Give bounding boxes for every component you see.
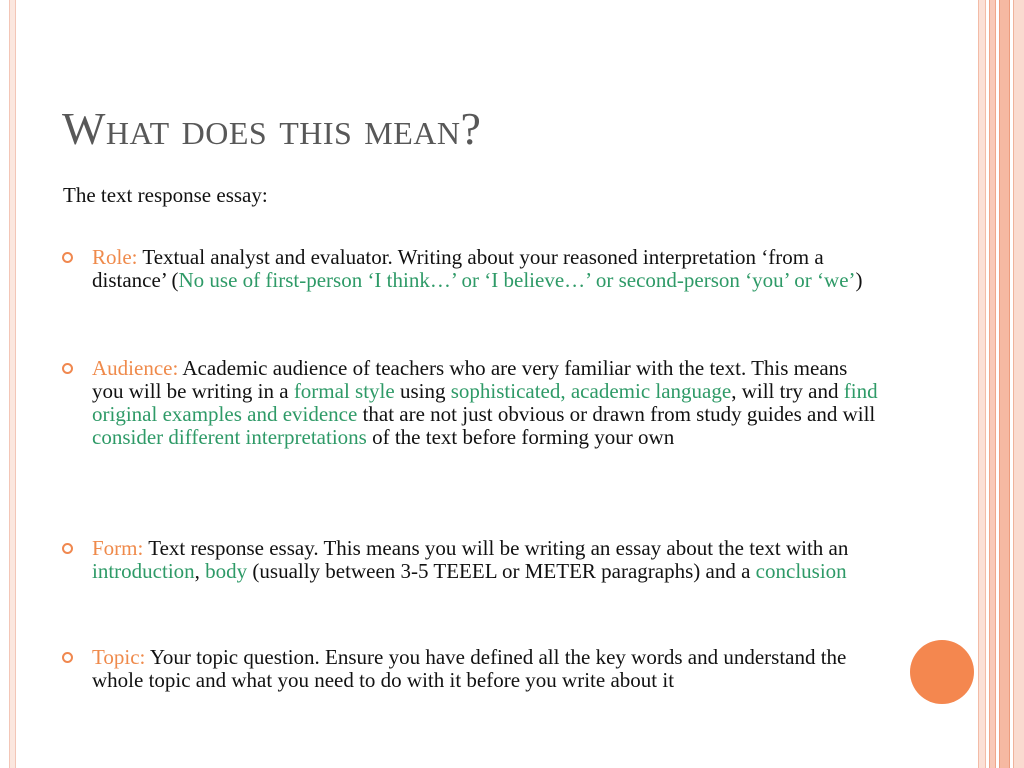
left-border-stripe <box>9 0 16 768</box>
slide-title: What does this mean? <box>62 103 482 154</box>
bullet-audience <box>62 357 882 449</box>
bullet-highlight: introduction <box>92 559 195 583</box>
bullet-marker-icon <box>62 543 73 554</box>
bullet-label: Form: <box>92 536 144 560</box>
bullet-highlight: No use of first-person ‘I think…’ or ‘I believe…’ or second-person ‘you’ or ‘we’ <box>178 268 856 292</box>
bullet-role <box>62 246 882 292</box>
right-border-stripe <box>989 0 996 768</box>
bullet-segment: of the text before forming your own <box>366 425 675 449</box>
bullet-segment: Text response essay. This means you will be writing an essay about the text with an <box>143 536 849 560</box>
bullet-segment: ) <box>855 268 863 292</box>
bullet-text <box>92 646 882 692</box>
bullet-label: Audience: <box>92 356 179 380</box>
right-border-stripe <box>1013 0 1024 768</box>
bullet-segment: , <box>194 559 206 583</box>
bullet-highlight: body <box>205 559 248 583</box>
bullet-segment: Textual analyst and evaluator. Writing about your reasoned interpretation ‘from a distance’ ( <box>92 245 824 292</box>
bullet-highlight: consider different interpretations <box>92 425 367 449</box>
bullet-segment: using <box>394 379 451 403</box>
bullet-text <box>92 357 882 449</box>
slide-subtitle: The text response essay: <box>63 183 268 207</box>
bullet-marker-icon <box>62 363 73 374</box>
bullet-label: Topic: <box>92 645 146 669</box>
bullet-marker-icon <box>62 652 73 663</box>
bullet-segment: that are not just obvious or drawn from study guides and will <box>357 402 876 426</box>
bullet-segment: (usually between 3-5 TEEEL or METER paragraphs) and a <box>247 559 756 583</box>
bullet-text <box>92 246 882 292</box>
bullet-label: Role: <box>92 245 138 269</box>
right-border-stripe <box>978 0 986 768</box>
decorative-circle <box>910 640 974 704</box>
bullet-text <box>92 537 882 583</box>
bullet-marker-icon <box>62 252 73 263</box>
bullet-highlight: conclusion <box>755 559 847 583</box>
bullet-segment: Your topic question. Ensure you have defined all the key words and understand the whole topic and what you need to do with it before you write about it <box>92 645 847 692</box>
bullet-segment: Academic audience of teachers who are very familiar with the text. This means you will be writing in a <box>92 356 848 403</box>
bullet-form <box>62 537 882 583</box>
right-border-stripe <box>999 0 1010 768</box>
bullet-highlight: sophisticated, academic language <box>450 379 732 403</box>
bullet-highlight: formal style <box>293 379 395 403</box>
bullet-topic <box>62 646 882 692</box>
bullet-segment: , will try and <box>731 379 844 403</box>
bullet-highlight: find original examples and evidence <box>92 379 878 426</box>
